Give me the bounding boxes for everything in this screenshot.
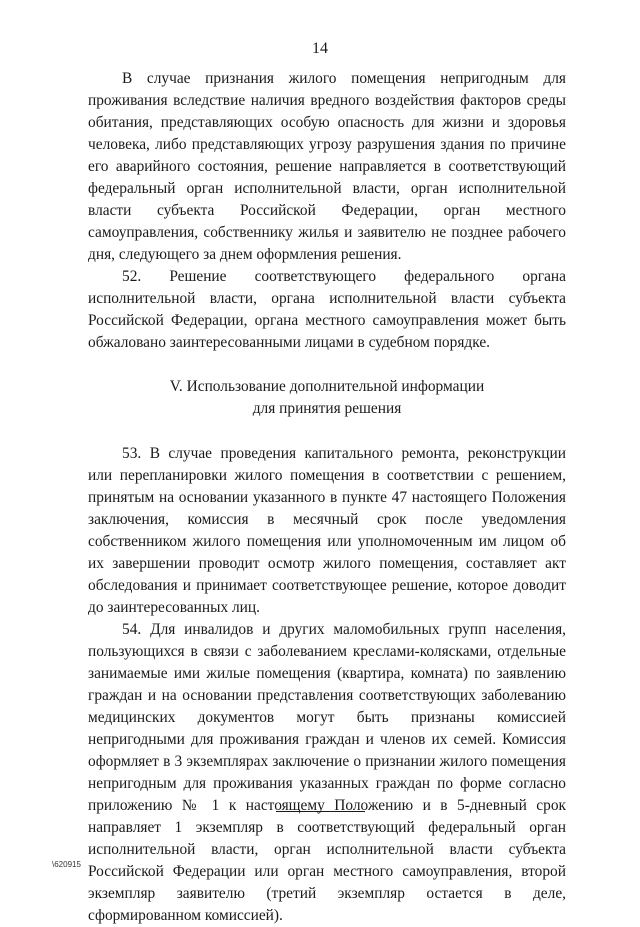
- section-heading: [88, 376, 566, 420]
- paragraph-aftermath-decision: В случае признания жилого помещения непригодным для проживания вследствие наличия вредного воздействия факторов среды обитания, представляющих особую опасность для жизни и здоровья человека, либо представляющих угрозу разрушения здания по причине его аварийного состояния, решение направляется в соответствующий федеральный орган исполнительной власти, орган исполнительной власти субъекта Российской Федерации, орган местного самоуправления, собственнику жилья и заявителю не позднее рабочего дня, следующего за днем оформления решения.: [88, 70, 566, 263]
- paragraph-54: 54. Для инвалидов и других маломобильных групп населения, пользующихся в связи с заболеванием креслами-колясками, отдельные занимаемые ими жилые помещения (квартира, комната) по заявлению граждан и на основании представления соответствующих заболеванию медицинских документов могут быть признаны комиссией непригодными для проживания граждан и членов их семей. Комиссия оформляет в 3 экземплярах заключение о признании жилого помещения непригодным для проживания указанных граждан по форме согласно приложению № 1 к настоящему Положению и в 5-дневный срок направляет 1 экземпляр в соответствующий федеральный орган исполнительной власти, орган исполнительной власти субъекта Российской Федерации или орган местного самоуправления, второй экземпляр заявителю (третий экземпляр остается в деле, сформированном комиссией).: [88, 621, 566, 924]
- end-separator-rule: [276, 811, 365, 812]
- paragraph-53: 53. В случае проведения капитального ремонта, реконструкции или перепланировки жилого помещения в соответствии с решением, принятым на основании указанного в пункте 47 настоящего Положения заключения, комиссия в месячный срок после уведомления собственником жилого помещения или уполномоченным им лицом об их завершении проводит осмотр жилого помещения, составляет акт обследования и принимает соответствующее решение, которое доводит до заинтересованных лиц.: [88, 445, 566, 616]
- document-code: \620915: [52, 860, 81, 869]
- page-number: 14: [312, 40, 328, 57]
- paragraph-52: 52. Решение соответствующего федерального органа исполнительной власти, органа исполнительной власти субъекта Российской Федерации, органа местного самоуправления может быть обжаловано заинтересованными лицами в судебном порядке.: [88, 268, 566, 351]
- document-body: [88, 68, 566, 927]
- section-heading-line-2: для принятия решения: [252, 400, 402, 417]
- section-heading-line-1: V. Использование дополнительной информации: [169, 378, 485, 395]
